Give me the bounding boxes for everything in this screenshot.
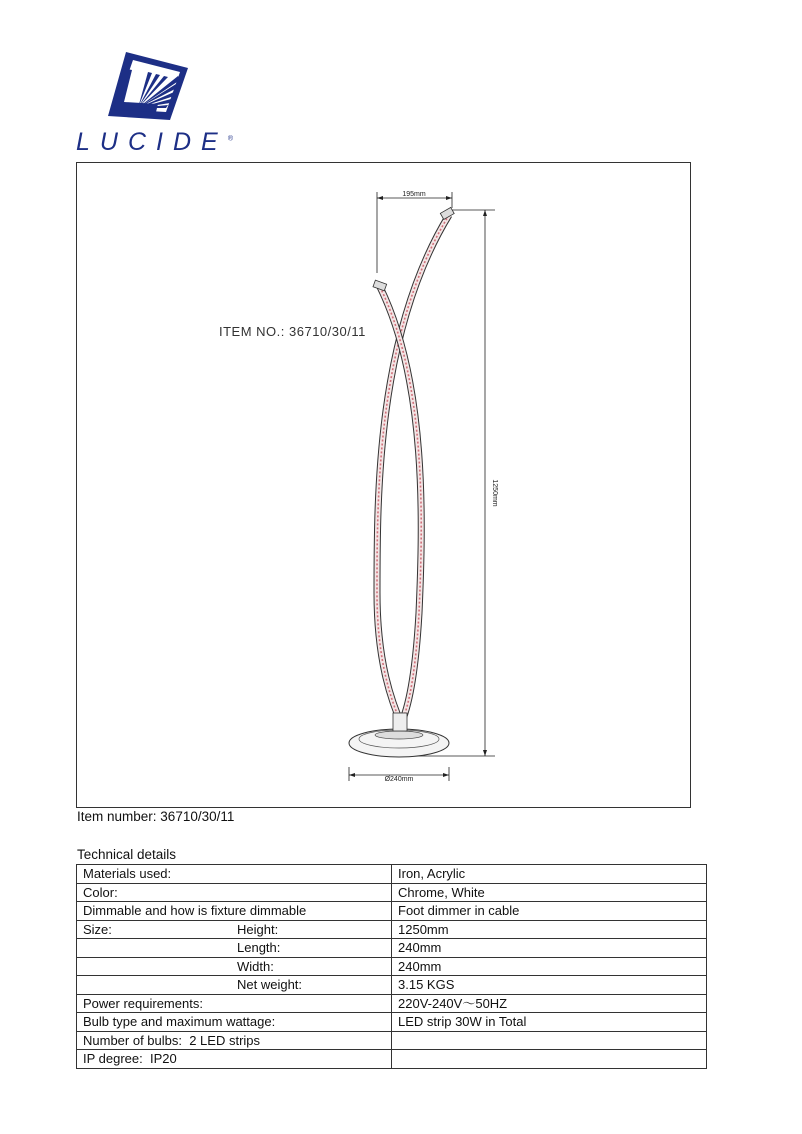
spec-value: 240mm bbox=[392, 957, 707, 976]
table-row bbox=[77, 976, 707, 995]
spec-value: Iron, Acrylic bbox=[392, 865, 707, 884]
spec-label: Number of bulbs: 2 LED strips bbox=[77, 1031, 392, 1050]
spec-label: Power requirements: bbox=[77, 994, 392, 1013]
table-row bbox=[77, 883, 707, 902]
spec-label: Color: bbox=[77, 883, 392, 902]
table-row bbox=[77, 1050, 707, 1069]
spec-value: LED strip 30W in Total bbox=[392, 1013, 707, 1032]
spec-label: Width: bbox=[77, 957, 392, 976]
technical-details-title: Technical details bbox=[77, 847, 177, 862]
spec-value: Chrome, White bbox=[392, 883, 707, 902]
spec-label: IP degree: IP20 bbox=[77, 1050, 392, 1069]
table-row bbox=[77, 957, 707, 976]
dim-base-label: Ø240mm bbox=[384, 776, 414, 783]
spec-value: 220V-240V～50HZ bbox=[392, 994, 707, 1013]
technical-drawing bbox=[76, 162, 691, 808]
spec-value: 1250mm bbox=[392, 920, 707, 939]
spec-label: Bulb type and maximum wattage: bbox=[77, 1013, 392, 1032]
spec-label: Length: bbox=[77, 939, 392, 958]
spec-value: Foot dimmer in cable bbox=[392, 902, 707, 921]
spec-label: Size: Height: bbox=[77, 920, 392, 939]
item-number: Item number: 36710/30/11 bbox=[77, 809, 235, 824]
spec-value bbox=[392, 1050, 707, 1069]
table-row bbox=[77, 1031, 707, 1050]
spec-table bbox=[76, 864, 707, 1069]
spec-value: 3.15 KGS bbox=[392, 976, 707, 995]
table-row bbox=[77, 865, 707, 884]
spec-label: Net weight: bbox=[77, 976, 392, 995]
dim-height-label: 1250mm bbox=[491, 479, 498, 507]
spec-value: 240mm bbox=[392, 939, 707, 958]
table-row bbox=[77, 920, 707, 939]
table-row bbox=[77, 939, 707, 958]
spec-value bbox=[392, 1031, 707, 1050]
brand-name: LUCIDE® bbox=[76, 128, 233, 156]
dim-top-label: 195mm bbox=[402, 191, 426, 198]
drawing-item-label: ITEM NO.: 36710/30/11 bbox=[219, 324, 366, 339]
table-row bbox=[77, 994, 707, 1013]
spec-label: Dimmable and how is fixture dimmable bbox=[77, 902, 392, 921]
spec-label: Materials used: bbox=[77, 865, 392, 884]
table-row bbox=[77, 902, 707, 921]
table-row bbox=[77, 1013, 707, 1032]
